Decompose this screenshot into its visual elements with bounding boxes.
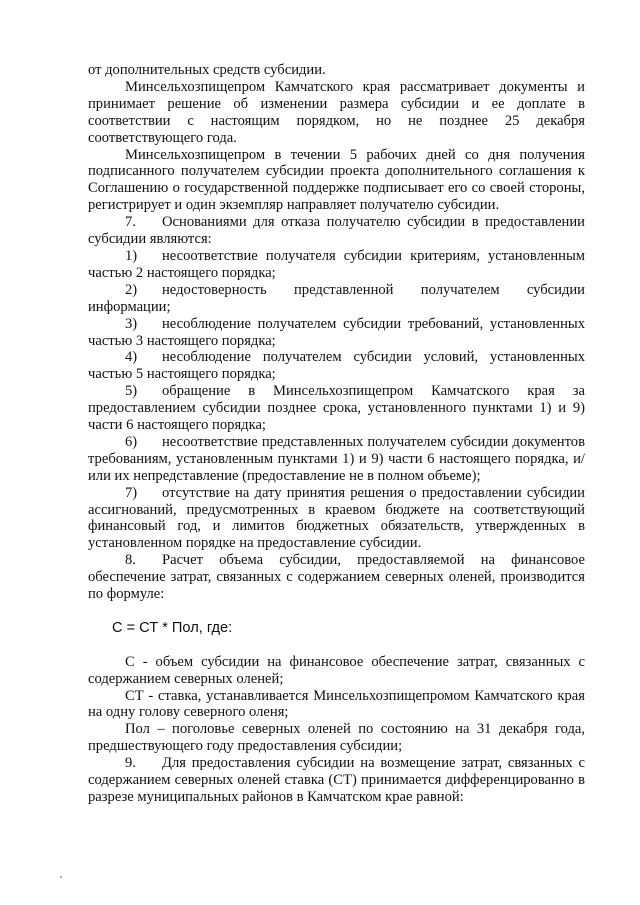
list-item-number: 5) [125,383,138,400]
document-page [88,62,585,806]
clause-number: 9. [125,755,136,772]
list-item [88,248,585,282]
definition-st: СТ - ставка, устанавливается Минсельхозпищепромом Камчатского края на одну голову северного оленя; [88,687,585,721]
list-item [88,485,585,553]
list-item-text: несоответствие получателя субсидии критериям, установленным частью 2 настоящего порядка; [88,247,585,281]
paragraph-review-documents: Минсельхозпищепром Камчатского края рассматривает документы и принимает решение об изменении размера субсидии и ее доплате в соответствии с настоящим порядком, но не позднее 25 декабря соответствующего года. [88,78,585,146]
clause-number: 8. [125,552,136,569]
list-item-text: недостоверность представленной получателем субсидии информации; [88,281,585,315]
list-item [88,383,585,434]
list-item [88,349,585,383]
definition-pol: Пол – поголовье северных оленей по состоянию на 31 декабря года, предшествующего году предоставления субсидии; [88,721,585,755]
clause-number: 7. [125,214,136,231]
list-item-text: отсутствие на дату принятия решения о предоставлении субсидии ассигнований, предусмотренных в краевом бюджете на соответствующий финансовый год, и лимитов бюджетных обязательств, утвержденных в установленном порядке на предоставление субсидии. [88,484,585,552]
list-item-number: 2) [125,281,138,298]
list-item [88,316,585,350]
definition-c: С - объем субсидии на финансовое обеспечение затрат, связанных с содержанием северных оленей; [88,653,585,687]
list-item-number: 1) [125,247,138,264]
list-item-number: 4) [125,349,138,366]
clause-text: Расчет объема субсидии, предоставляемой на финансовое обеспечение затрат, связанных с содержанием северных оленей, производится по формуле: [88,552,585,603]
clause-9 [88,755,585,806]
spacer [88,603,585,620]
paragraph-continuation: от дополнительных средств субсидии. [88,62,326,78]
list-item-number: 7) [125,484,138,501]
list-item-number: 6) [125,433,138,450]
list-item-number: 3) [125,315,138,332]
list-item-text: несоответствие представленных получателем субсидии документов требованиям, установленным пунктами 1) и 9) части 6 настоящего порядка, и/или их непредставление (предоставление не в полном объеме); [88,433,585,484]
paragraph-agreement-signing: Минсельхозпищепром в течении 5 рабочих дней со дня получения подписанного получателем субсидии проекта дополнительного соглашения к Соглашению о государственной поддержке подписывает его со своей стороны, регистрирует и один экземпляр направляет получателю субсидии. [88,146,585,214]
formula: С = СТ * Пол, где: [112,619,233,636]
clause-text: Для предоставления субсидии на возмещение затрат, связанных с содержанием северных оленей ставка (СТ) принимается дифференцированно в разрезе муниципальных районов в Камчатском крае равной: [88,755,585,805]
clause-8 [88,552,585,603]
clause-7 [88,214,585,248]
list-item-text: обращение в Минсельхозпищепром Камчатского края за предоставлением субсидии позднее срока, установленного пунктами 1) и 9) части 6 настоящего порядка; [88,383,585,434]
scan-speck [60,876,62,878]
list-item [88,434,585,485]
list-item-text: несоблюдение получателем субсидии требований, установленных частью 3 настоящего порядка; [88,315,585,349]
clause-text: Основаниями для отказа получателю субсидии в предоставлении субсидии являются: [88,214,585,248]
spacer [88,637,585,654]
list-item [88,282,585,316]
list-item-text: несоблюдение получателем субсидии условий, установленных частью 5 настоящего порядка; [88,349,585,383]
